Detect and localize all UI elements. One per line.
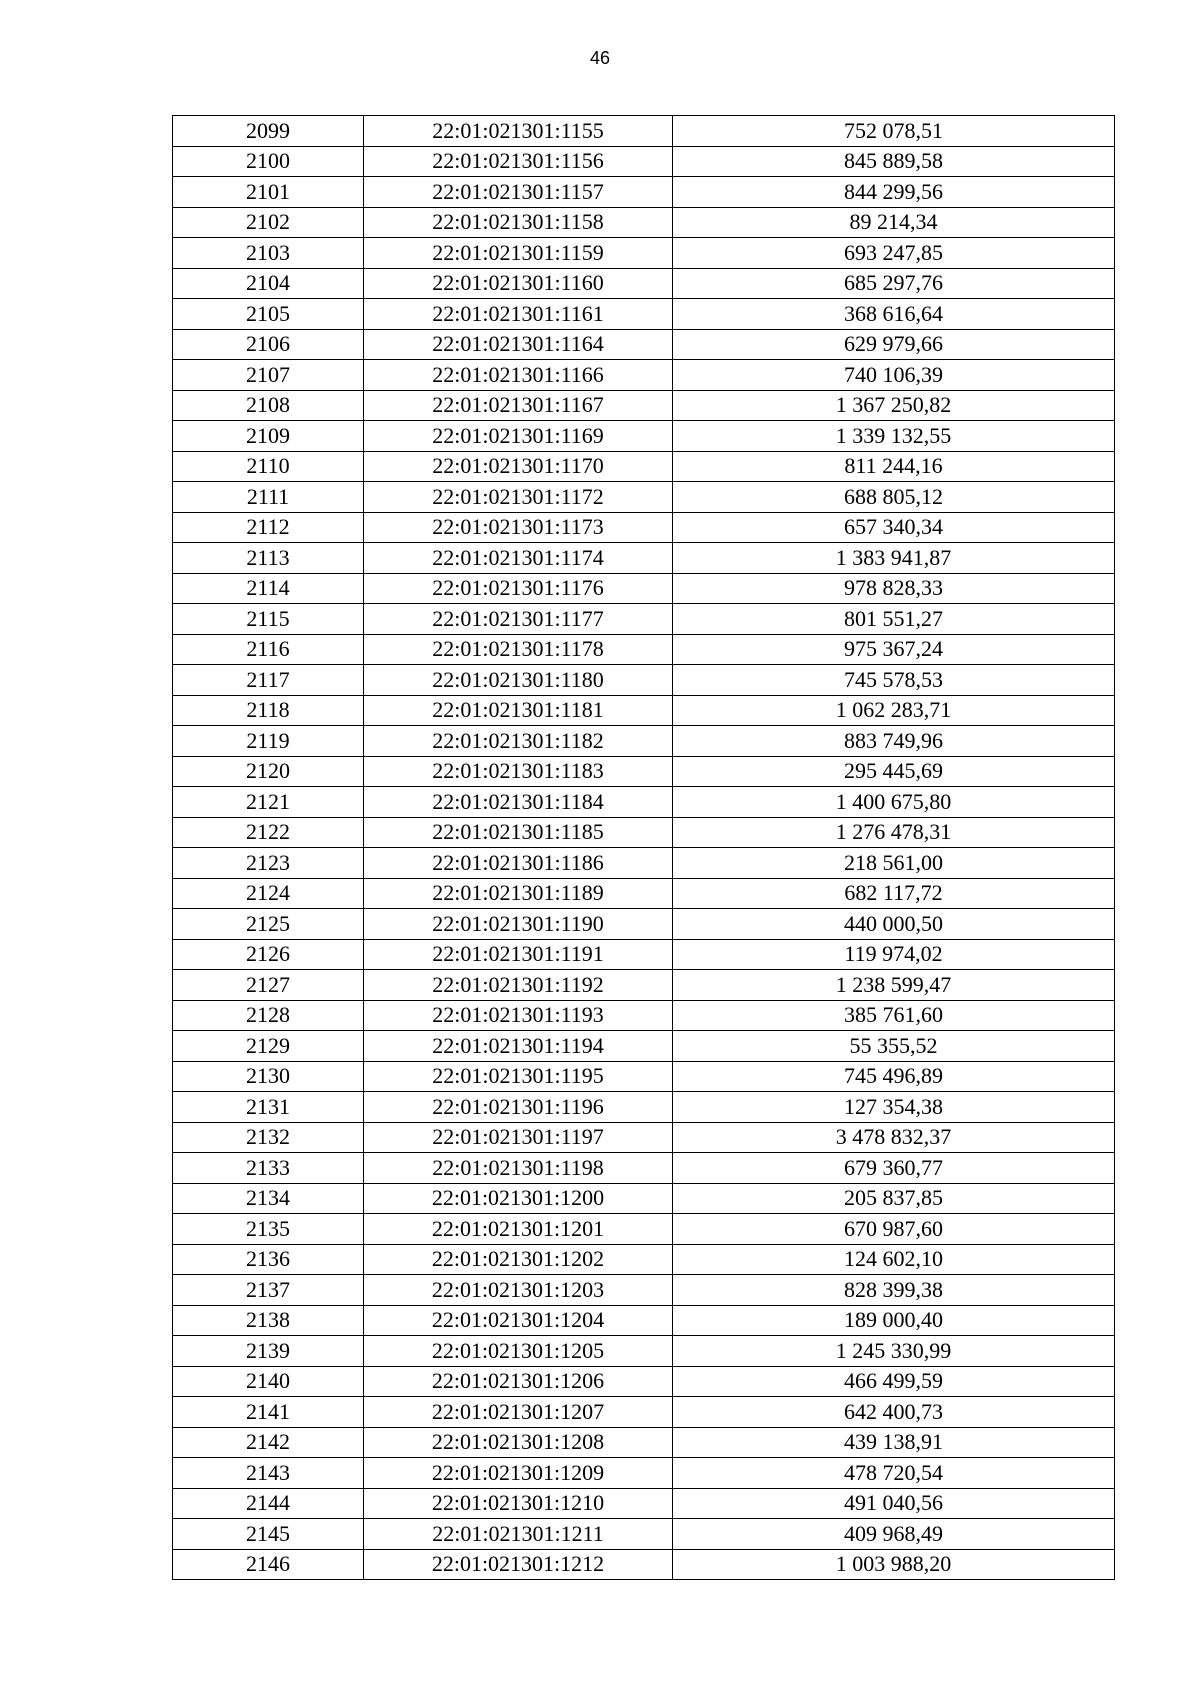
cadastral-value-cell: 670 987,60 — [673, 1214, 1115, 1245]
cadastral-value-cell: 745 578,53 — [673, 665, 1115, 696]
cadastral-value-table — [172, 115, 1115, 1580]
cadastral-number-cell: 22:01:021301:1195 — [364, 1061, 673, 1092]
cadastral-value-cell: 1 383 941,87 — [673, 543, 1115, 574]
cadastral-number-cell: 22:01:021301:1174 — [364, 543, 673, 574]
row-number-cell: 2131 — [173, 1092, 364, 1123]
table-row — [173, 756, 1115, 787]
cadastral-number-cell: 22:01:021301:1201 — [364, 1214, 673, 1245]
cadastral-value-cell: 657 340,34 — [673, 512, 1115, 543]
cadastral-number-cell: 22:01:021301:1205 — [364, 1336, 673, 1367]
row-number-cell: 2141 — [173, 1397, 364, 1428]
cadastral-value-cell: 685 297,76 — [673, 268, 1115, 299]
row-number-cell: 2130 — [173, 1061, 364, 1092]
table-row — [173, 726, 1115, 757]
table-row — [173, 787, 1115, 818]
table-row — [173, 1183, 1115, 1214]
cadastral-value-cell: 478 720,54 — [673, 1458, 1115, 1489]
row-number-cell: 2111 — [173, 482, 364, 513]
cadastral-number-cell: 22:01:021301:1206 — [364, 1366, 673, 1397]
row-number-cell: 2140 — [173, 1366, 364, 1397]
table-row — [173, 939, 1115, 970]
cadastral-value-cell: 119 974,02 — [673, 939, 1115, 970]
row-number-cell: 2102 — [173, 207, 364, 238]
table-row — [173, 207, 1115, 238]
cadastral-value-cell: 1 367 250,82 — [673, 390, 1115, 421]
table-row — [173, 482, 1115, 513]
table-row — [173, 512, 1115, 543]
row-number-cell: 2128 — [173, 1000, 364, 1031]
row-number-cell: 2113 — [173, 543, 364, 574]
table-row — [173, 451, 1115, 482]
row-number-cell: 2103 — [173, 238, 364, 269]
cadastral-number-cell: 22:01:021301:1157 — [364, 177, 673, 208]
row-number-cell: 2121 — [173, 787, 364, 818]
table-row — [173, 665, 1115, 696]
cadastral-number-cell: 22:01:021301:1200 — [364, 1183, 673, 1214]
cadastral-value-cell: 975 367,24 — [673, 634, 1115, 665]
table-row — [173, 329, 1115, 360]
table-row — [173, 421, 1115, 452]
row-number-cell: 2139 — [173, 1336, 364, 1367]
table-row — [173, 817, 1115, 848]
cadastral-number-cell: 22:01:021301:1202 — [364, 1244, 673, 1275]
row-number-cell: 2105 — [173, 299, 364, 330]
row-number-cell: 2100 — [173, 146, 364, 177]
cadastral-value-cell: 801 551,27 — [673, 604, 1115, 635]
cadastral-number-cell: 22:01:021301:1210 — [364, 1488, 673, 1519]
cadastral-number-cell: 22:01:021301:1170 — [364, 451, 673, 482]
cadastral-number-cell: 22:01:021301:1182 — [364, 726, 673, 757]
cadastral-number-cell: 22:01:021301:1156 — [364, 146, 673, 177]
cadastral-number-cell: 22:01:021301:1181 — [364, 695, 673, 726]
row-number-cell: 2138 — [173, 1305, 364, 1336]
table-row — [173, 1366, 1115, 1397]
cadastral-number-cell: 22:01:021301:1208 — [364, 1427, 673, 1458]
table-row — [173, 1519, 1115, 1550]
row-number-cell: 2125 — [173, 909, 364, 940]
row-number-cell: 2124 — [173, 878, 364, 909]
row-number-cell: 2133 — [173, 1153, 364, 1184]
cadastral-number-cell: 22:01:021301:1209 — [364, 1458, 673, 1489]
table-row — [173, 1061, 1115, 1092]
table-row — [173, 878, 1115, 909]
row-number-cell: 2143 — [173, 1458, 364, 1489]
cadastral-number-cell: 22:01:021301:1169 — [364, 421, 673, 452]
cadastral-value-cell: 127 354,38 — [673, 1092, 1115, 1123]
table-row — [173, 1488, 1115, 1519]
cadastral-value-cell: 295 445,69 — [673, 756, 1115, 787]
row-number-cell: 2136 — [173, 1244, 364, 1275]
table-row — [173, 1092, 1115, 1123]
cadastral-number-cell: 22:01:021301:1193 — [364, 1000, 673, 1031]
table-row — [173, 695, 1115, 726]
table-row — [173, 970, 1115, 1001]
table-row — [173, 1214, 1115, 1245]
cadastral-value-cell: 409 968,49 — [673, 1519, 1115, 1550]
row-number-cell: 2129 — [173, 1031, 364, 1062]
row-number-cell: 2106 — [173, 329, 364, 360]
cadastral-number-cell: 22:01:021301:1197 — [364, 1122, 673, 1153]
cadastral-number-cell: 22:01:021301:1207 — [364, 1397, 673, 1428]
cadastral-number-cell: 22:01:021301:1180 — [364, 665, 673, 696]
cadastral-value-cell: 124 602,10 — [673, 1244, 1115, 1275]
cadastral-number-cell: 22:01:021301:1159 — [364, 238, 673, 269]
cadastral-number-cell: 22:01:021301:1198 — [364, 1153, 673, 1184]
cadastral-value-cell: 828 399,38 — [673, 1275, 1115, 1306]
row-number-cell: 2144 — [173, 1488, 364, 1519]
cadastral-number-cell: 22:01:021301:1194 — [364, 1031, 673, 1062]
row-number-cell: 2134 — [173, 1183, 364, 1214]
cadastral-value-cell: 1 245 330,99 — [673, 1336, 1115, 1367]
cadastral-number-cell: 22:01:021301:1212 — [364, 1549, 673, 1580]
cadastral-number-cell: 22:01:021301:1211 — [364, 1519, 673, 1550]
cadastral-value-cell: 740 106,39 — [673, 360, 1115, 391]
cadastral-number-cell: 22:01:021301:1185 — [364, 817, 673, 848]
row-number-cell: 2099 — [173, 116, 364, 147]
cadastral-number-cell: 22:01:021301:1166 — [364, 360, 673, 391]
cadastral-number-cell: 22:01:021301:1176 — [364, 573, 673, 604]
table-row — [173, 1153, 1115, 1184]
table-row — [173, 848, 1115, 879]
cadastral-value-cell: 752 078,51 — [673, 116, 1115, 147]
table-row — [173, 604, 1115, 635]
cadastral-number-cell: 22:01:021301:1167 — [364, 390, 673, 421]
table-row — [173, 238, 1115, 269]
table-row — [173, 634, 1115, 665]
cadastral-value-cell: 189 000,40 — [673, 1305, 1115, 1336]
row-number-cell: 2126 — [173, 939, 364, 970]
cadastral-value-cell: 844 299,56 — [673, 177, 1115, 208]
row-number-cell: 2109 — [173, 421, 364, 452]
table-row — [173, 360, 1115, 391]
cadastral-value-cell: 218 561,00 — [673, 848, 1115, 879]
row-number-cell: 2114 — [173, 573, 364, 604]
table-row — [173, 390, 1115, 421]
cadastral-value-cell: 978 828,33 — [673, 573, 1115, 604]
cadastral-value-cell: 1 276 478,31 — [673, 817, 1115, 848]
row-number-cell: 2116 — [173, 634, 364, 665]
row-number-cell: 2119 — [173, 726, 364, 757]
cadastral-value-cell: 55 355,52 — [673, 1031, 1115, 1062]
cadastral-value-cell: 1 062 283,71 — [673, 695, 1115, 726]
table-row — [173, 146, 1115, 177]
cadastral-value-cell: 205 837,85 — [673, 1183, 1115, 1214]
cadastral-value-cell: 1 238 599,47 — [673, 970, 1115, 1001]
row-number-cell: 2135 — [173, 1214, 364, 1245]
row-number-cell: 2127 — [173, 970, 364, 1001]
cadastral-number-cell: 22:01:021301:1177 — [364, 604, 673, 635]
cadastral-value-cell: 682 117,72 — [673, 878, 1115, 909]
row-number-cell: 2146 — [173, 1549, 364, 1580]
cadastral-value-cell: 89 214,34 — [673, 207, 1115, 238]
cadastral-number-cell: 22:01:021301:1191 — [364, 939, 673, 970]
cadastral-value-cell: 385 761,60 — [673, 1000, 1115, 1031]
cadastral-number-cell: 22:01:021301:1158 — [364, 207, 673, 238]
cadastral-number-cell: 22:01:021301:1184 — [364, 787, 673, 818]
cadastral-value-cell: 642 400,73 — [673, 1397, 1115, 1428]
table-row — [173, 177, 1115, 208]
table-row — [173, 1397, 1115, 1428]
cadastral-number-cell: 22:01:021301:1192 — [364, 970, 673, 1001]
cadastral-number-cell: 22:01:021301:1160 — [364, 268, 673, 299]
table-row — [173, 1275, 1115, 1306]
cadastral-number-cell: 22:01:021301:1164 — [364, 329, 673, 360]
page-number: 46 — [589, 48, 611, 68]
row-number-cell: 2123 — [173, 848, 364, 879]
cadastral-value-cell: 745 496,89 — [673, 1061, 1115, 1092]
row-number-cell: 2118 — [173, 695, 364, 726]
table-row — [173, 1244, 1115, 1275]
cadastral-value-cell: 491 040,56 — [673, 1488, 1115, 1519]
table-row — [173, 1122, 1115, 1153]
row-number-cell: 2117 — [173, 665, 364, 696]
cadastral-number-cell: 22:01:021301:1189 — [364, 878, 673, 909]
cadastral-value-cell: 440 000,50 — [673, 909, 1115, 940]
cadastral-value-cell: 629 979,66 — [673, 329, 1115, 360]
cadastral-value-cell: 845 889,58 — [673, 146, 1115, 177]
table-row — [173, 1305, 1115, 1336]
row-number-cell: 2142 — [173, 1427, 364, 1458]
cadastral-number-cell: 22:01:021301:1196 — [364, 1092, 673, 1123]
cadastral-number-cell: 22:01:021301:1186 — [364, 848, 673, 879]
cadastral-value-cell: 1 339 132,55 — [673, 421, 1115, 452]
table-row — [173, 1458, 1115, 1489]
table-row — [173, 1336, 1115, 1367]
row-number-cell: 2115 — [173, 604, 364, 635]
cadastral-value-cell: 1 003 988,20 — [673, 1549, 1115, 1580]
cadastral-value-cell: 688 805,12 — [673, 482, 1115, 513]
table-row — [173, 268, 1115, 299]
row-number-cell: 2107 — [173, 360, 364, 391]
cadastral-value-cell: 368 616,64 — [673, 299, 1115, 330]
table-row — [173, 1549, 1115, 1580]
cadastral-value-cell: 883 749,96 — [673, 726, 1115, 757]
cadastral-number-cell: 22:01:021301:1204 — [364, 1305, 673, 1336]
row-number-cell: 2132 — [173, 1122, 364, 1153]
cadastral-value-cell: 3 478 832,37 — [673, 1122, 1115, 1153]
row-number-cell: 2101 — [173, 177, 364, 208]
table-row — [173, 909, 1115, 940]
cadastral-number-cell: 22:01:021301:1172 — [364, 482, 673, 513]
table-row — [173, 299, 1115, 330]
row-number-cell: 2110 — [173, 451, 364, 482]
table-row — [173, 573, 1115, 604]
cadastral-number-cell: 22:01:021301:1155 — [364, 116, 673, 147]
cadastral-number-cell: 22:01:021301:1190 — [364, 909, 673, 940]
table-row — [173, 1031, 1115, 1062]
table-body — [173, 116, 1115, 1580]
row-number-cell: 2145 — [173, 1519, 364, 1550]
cadastral-value-cell: 1 400 675,80 — [673, 787, 1115, 818]
cadastral-number-cell: 22:01:021301:1183 — [364, 756, 673, 787]
cadastral-value-cell: 679 360,77 — [673, 1153, 1115, 1184]
table-row — [173, 1427, 1115, 1458]
row-number-cell: 2122 — [173, 817, 364, 848]
cadastral-number-cell: 22:01:021301:1173 — [364, 512, 673, 543]
cadastral-number-cell: 22:01:021301:1178 — [364, 634, 673, 665]
row-number-cell: 2112 — [173, 512, 364, 543]
cadastral-number-cell: 22:01:021301:1203 — [364, 1275, 673, 1306]
row-number-cell: 2137 — [173, 1275, 364, 1306]
cadastral-value-cell: 811 244,16 — [673, 451, 1115, 482]
table-row — [173, 1000, 1115, 1031]
table-row — [173, 116, 1115, 147]
row-number-cell: 2120 — [173, 756, 364, 787]
table-row — [173, 543, 1115, 574]
cadastral-number-cell: 22:01:021301:1161 — [364, 299, 673, 330]
row-number-cell: 2108 — [173, 390, 364, 421]
cadastral-value-cell: 466 499,59 — [673, 1366, 1115, 1397]
row-number-cell: 2104 — [173, 268, 364, 299]
cadastral-value-cell: 439 138,91 — [673, 1427, 1115, 1458]
cadastral-value-cell: 693 247,85 — [673, 238, 1115, 269]
